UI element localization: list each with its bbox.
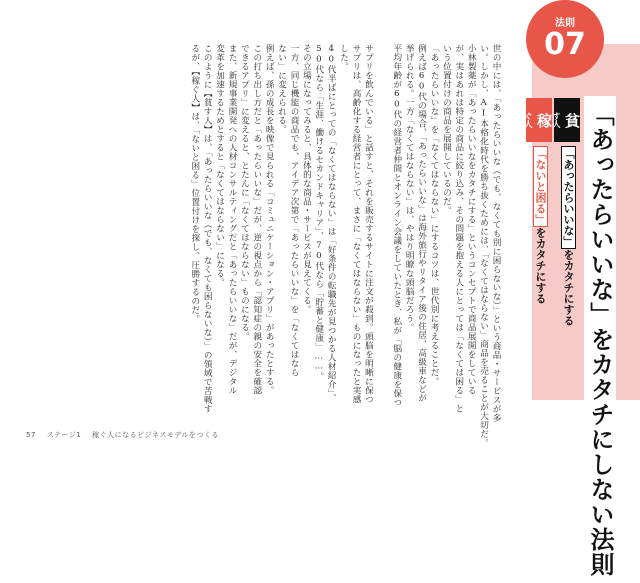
body-text-column: 例えば、孫の成長を映像で見られる「コミュニケーション・アプリ」があったとする。 (264, 44, 275, 395)
body-text-column: 平均年齢が60代の経営者仲間とオンライン会議をしていたとき、私が「脳の健康を保つ (391, 44, 402, 407)
body-text-column: このように【貧す人】は、「あったらいいな（でも、なくても困らないな）」の領域で苦戦す (202, 44, 213, 414)
footer-chapter: 稼ぐ人になるビジネスモデルをつくる (92, 431, 220, 439)
body-text-column: い。しかし、AI本格化時代を勝ち抜くためには、「なくてはならない」商品を売ることが大切だ。 (478, 44, 489, 448)
poor-person-phrase (560, 146, 576, 326)
rich-person-phrase (532, 146, 548, 304)
body-text-column: 40代半ばにとっての「なくてはならない」は「好条件の転職先が見つかる人材紹介」、 (326, 44, 337, 403)
poor-person-tag-char: 貧 (563, 112, 581, 128)
poor-person-tag-suffix: す人 (552, 112, 561, 128)
rich-person-phrase-rest: をカタチにする (534, 227, 547, 304)
body-text-column: 小林製薬が「あったらいいなをカタチにする」というコンセプトで商品展開をしている (466, 44, 477, 395)
rule-badge-label: 法則 (555, 18, 575, 29)
rich-person-tag-char: 稼 (535, 112, 553, 128)
poor-person-phrase-rest: をカタチにする (562, 249, 575, 326)
body-text-column: この打ち出し方だと「あったらいいな」だが、逆の視点から「認知症の親の安全を確認 (251, 44, 262, 395)
body-text-column: 世の中には、「あったらいいな（でも、なくても別に困らないな）」という商品・サービスが多 (491, 44, 501, 423)
body-text-column: 変革を加速するためとすると「なくてはならない」になる。 (214, 44, 225, 287)
body-text-column: サプリは、高齢化する経営者にとって、まさに「なくてはならない」ものになったと実感 (351, 44, 361, 404)
body-text-column: 挙げられる。一方「なくてはならない」は、やはり明瞭な頭脳だろう。 (404, 44, 415, 332)
rich-person-tag-suffix: ぐ人 (524, 112, 533, 128)
page-footer (26, 430, 227, 440)
page-number: 57 (26, 431, 36, 439)
body-text-column: いう位置付けの商品を展開しているのだ。 (441, 44, 452, 215)
body-text-column: ない」に変えられる。 (276, 44, 287, 134)
footer-stage: ステージ1 (46, 431, 82, 439)
body-text-column: した。 (338, 44, 349, 71)
body-text-column: 例えば60代の場合、「あったらいいな」は海外旅行やリタイア後の住居、高級車などが (416, 44, 427, 403)
body-text-column: 一方、同じ機能の商品でも、アイデア次第で「あったらいいな」を「なくてはなら (289, 44, 299, 377)
page-title-text: 「あったらいいな」をカタチにしない法則 (584, 96, 616, 583)
body-text-column: 「あったらいいな」を「なくてはならない」にするコツは、世代別に考えることだ。 (429, 44, 439, 386)
body-text-column: その立場になってみると、具体的な商品・サービスが見えてくる。 (301, 44, 312, 314)
rich-person-phrase-highlight: 「ないと困る」 (534, 148, 547, 225)
rich-person-tag (526, 98, 552, 142)
body-text-column: 50代なら「生涯、働けるセカンドキャリア」、70代なら「貯蓄と健康」……。 (313, 44, 324, 382)
poor-person-tag (554, 98, 580, 142)
rule-badge (526, 0, 604, 78)
rule-badge-number: 07 (544, 27, 586, 62)
body-text-column: サプリを飲んでいる」と話すと、それを販売するサイトに注文が殺到。頭脳を明晰に保つ (363, 44, 374, 404)
body-text-column: また、新規事業開発への人材コンサルティングだと「あったらいいな」だが、デジタル (227, 44, 237, 395)
body-text-column: が、実はあれは特定の商品に絞り込み、その問題を抱える人にとっては「なくては困る」と (453, 44, 464, 413)
page-title (583, 96, 618, 583)
poor-person-phrase-highlight: 「あったらいいな」 (562, 148, 575, 247)
body-text-column: できるアプリ」に変えると、とたんに「なくてはならない」ものになる。 (239, 44, 250, 341)
body-text-column: るが、【稼ぐ人】は、「ないと困る」位置付けを探し、圧勝するのだ。 (189, 44, 200, 324)
